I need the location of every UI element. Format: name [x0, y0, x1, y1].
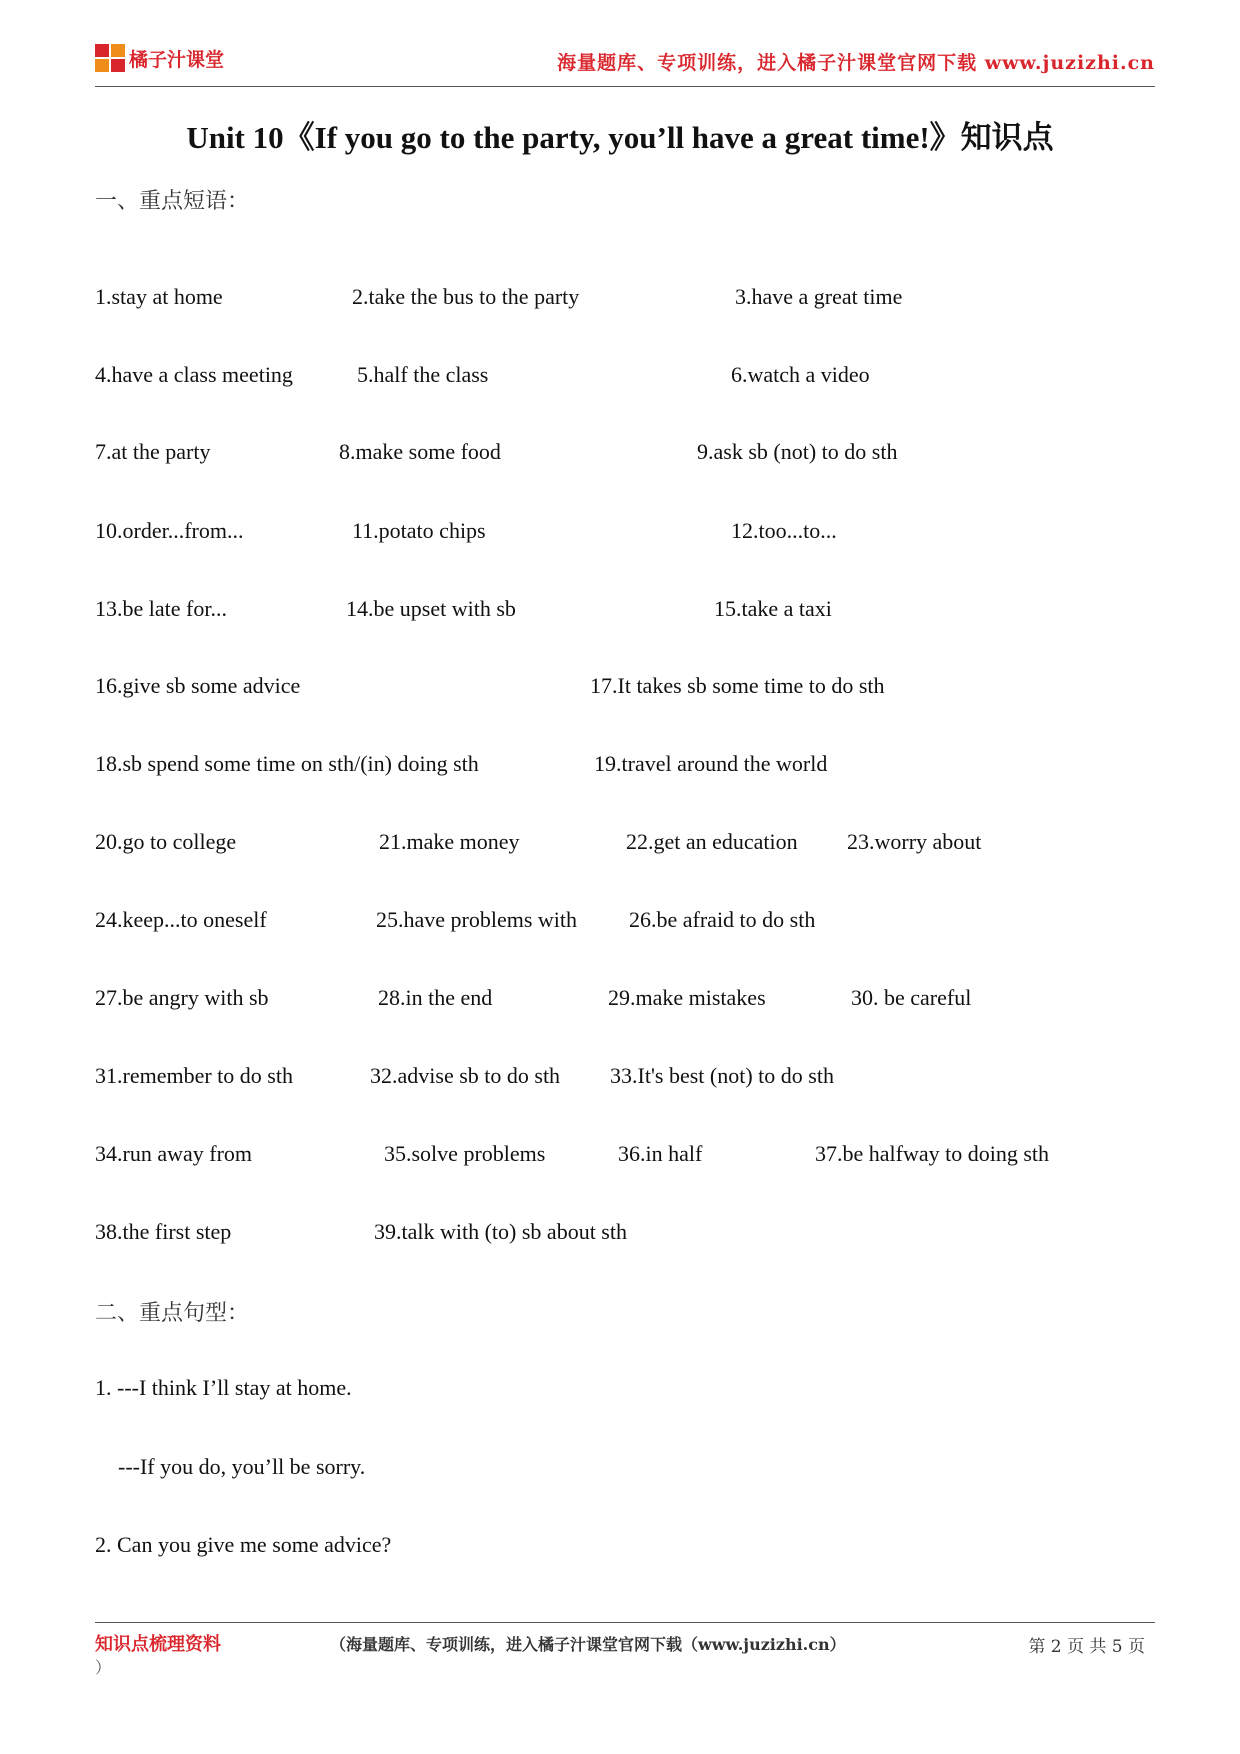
phrase-item: 34.run away from: [95, 1141, 253, 1166]
phrase-item: 19.travel around the world: [594, 751, 828, 776]
phrase-item: 4.have a class meeting: [95, 362, 293, 387]
phrase-item: 24.keep...to oneself: [95, 907, 267, 932]
logo-mark-icon: [95, 44, 125, 72]
phrase-item: 14.be upset with sb: [346, 596, 516, 621]
phrase-item: 31.remember to do sth: [95, 1063, 293, 1088]
sentence-item: ---If you do, you’ll be sorry.: [118, 1454, 366, 1479]
section-heading-sentences: 二、重点句型：: [95, 1301, 250, 1326]
phrase-item: 13.be late for...: [95, 596, 227, 621]
phrase-item: 33.It's best (not) to do sth: [610, 1063, 834, 1088]
phrase-item: 36.in half: [618, 1141, 703, 1166]
phrase-item: 10.order...from...: [95, 518, 244, 543]
footer-divider: [95, 1622, 1155, 1623]
phrase-item: 38.the first step: [95, 1219, 232, 1244]
header-slogan: 海量题库、专项训练，进入橘子汁课堂官网下载 www.juzizhi.cn: [557, 52, 1155, 74]
sentence-item: 2. Can you give me some advice?: [95, 1532, 392, 1557]
phrase-item: 6.watch a video: [731, 362, 870, 387]
logo-text: 橘子汁课堂: [129, 48, 225, 71]
phrase-item: 30. be careful: [851, 985, 972, 1010]
phrase-item: 23.worry about: [847, 829, 982, 854]
phrase-item: 9.ask sb (not) to do sth: [697, 439, 898, 464]
page-title: Unit 10《If you go to the party, you’ll have a great time!》知识点: [186, 120, 1054, 155]
phrase-item: 39.talk with (to) sb about sth: [374, 1219, 627, 1244]
phrase-item: 2.take the bus to the party: [352, 284, 580, 309]
phrase-item: 1.stay at home: [95, 284, 223, 309]
phrase-item: 25.have problems with: [376, 907, 578, 932]
phrase-item: 20.go to college: [95, 829, 237, 854]
sentence-item: 1. ---I think I’ll stay at home.: [95, 1375, 352, 1400]
phrase-item: 18.sb spend some time on sth/(in) doing sth: [95, 751, 479, 776]
phrase-item: 22.get an education: [626, 829, 798, 854]
phrase-item: 7.at the party: [95, 439, 211, 464]
footer-paren: ）: [95, 1660, 112, 1677]
phrase-item: 12.too...to...: [731, 518, 837, 543]
phrase-item: 5.half the class: [357, 362, 489, 387]
phrase-item: 37.be halfway to doing sth: [815, 1141, 1050, 1166]
phrase-item: 15.take a taxi: [714, 596, 832, 621]
phrase-item: 17.It takes sb some time to do sth: [590, 673, 885, 698]
phrase-item: 21.make money: [379, 829, 520, 854]
page-header: [95, 38, 1155, 87]
footer-slogan: （海量题库、专项训练，进入橘子汁课堂官网下载（www.juzizhi.cn）: [330, 1635, 846, 1654]
phrase-item: 11.potato chips: [352, 518, 486, 543]
page-number: 第 2 页 共 5 页: [1028, 1637, 1145, 1657]
phrase-item: 16.give sb some advice: [95, 673, 301, 698]
phrase-item: 32.advise sb to do sth: [370, 1063, 561, 1088]
phrase-item: 27.be angry with sb: [95, 985, 269, 1010]
logo: [95, 44, 224, 72]
phrase-item: 8.make some food: [339, 439, 501, 464]
section-heading-phrases: 一、重点短语：: [95, 189, 250, 214]
phrase-item: 29.make mistakes: [608, 985, 766, 1010]
phrase-item: 35.solve problems: [384, 1141, 546, 1166]
phrase-item: 3.have a great time: [735, 284, 903, 309]
phrase-item: 26.be afraid to do sth: [629, 907, 816, 932]
phrase-item: 28.in the end: [378, 985, 493, 1010]
footer-label: 知识点梳理资料: [95, 1634, 221, 1655]
